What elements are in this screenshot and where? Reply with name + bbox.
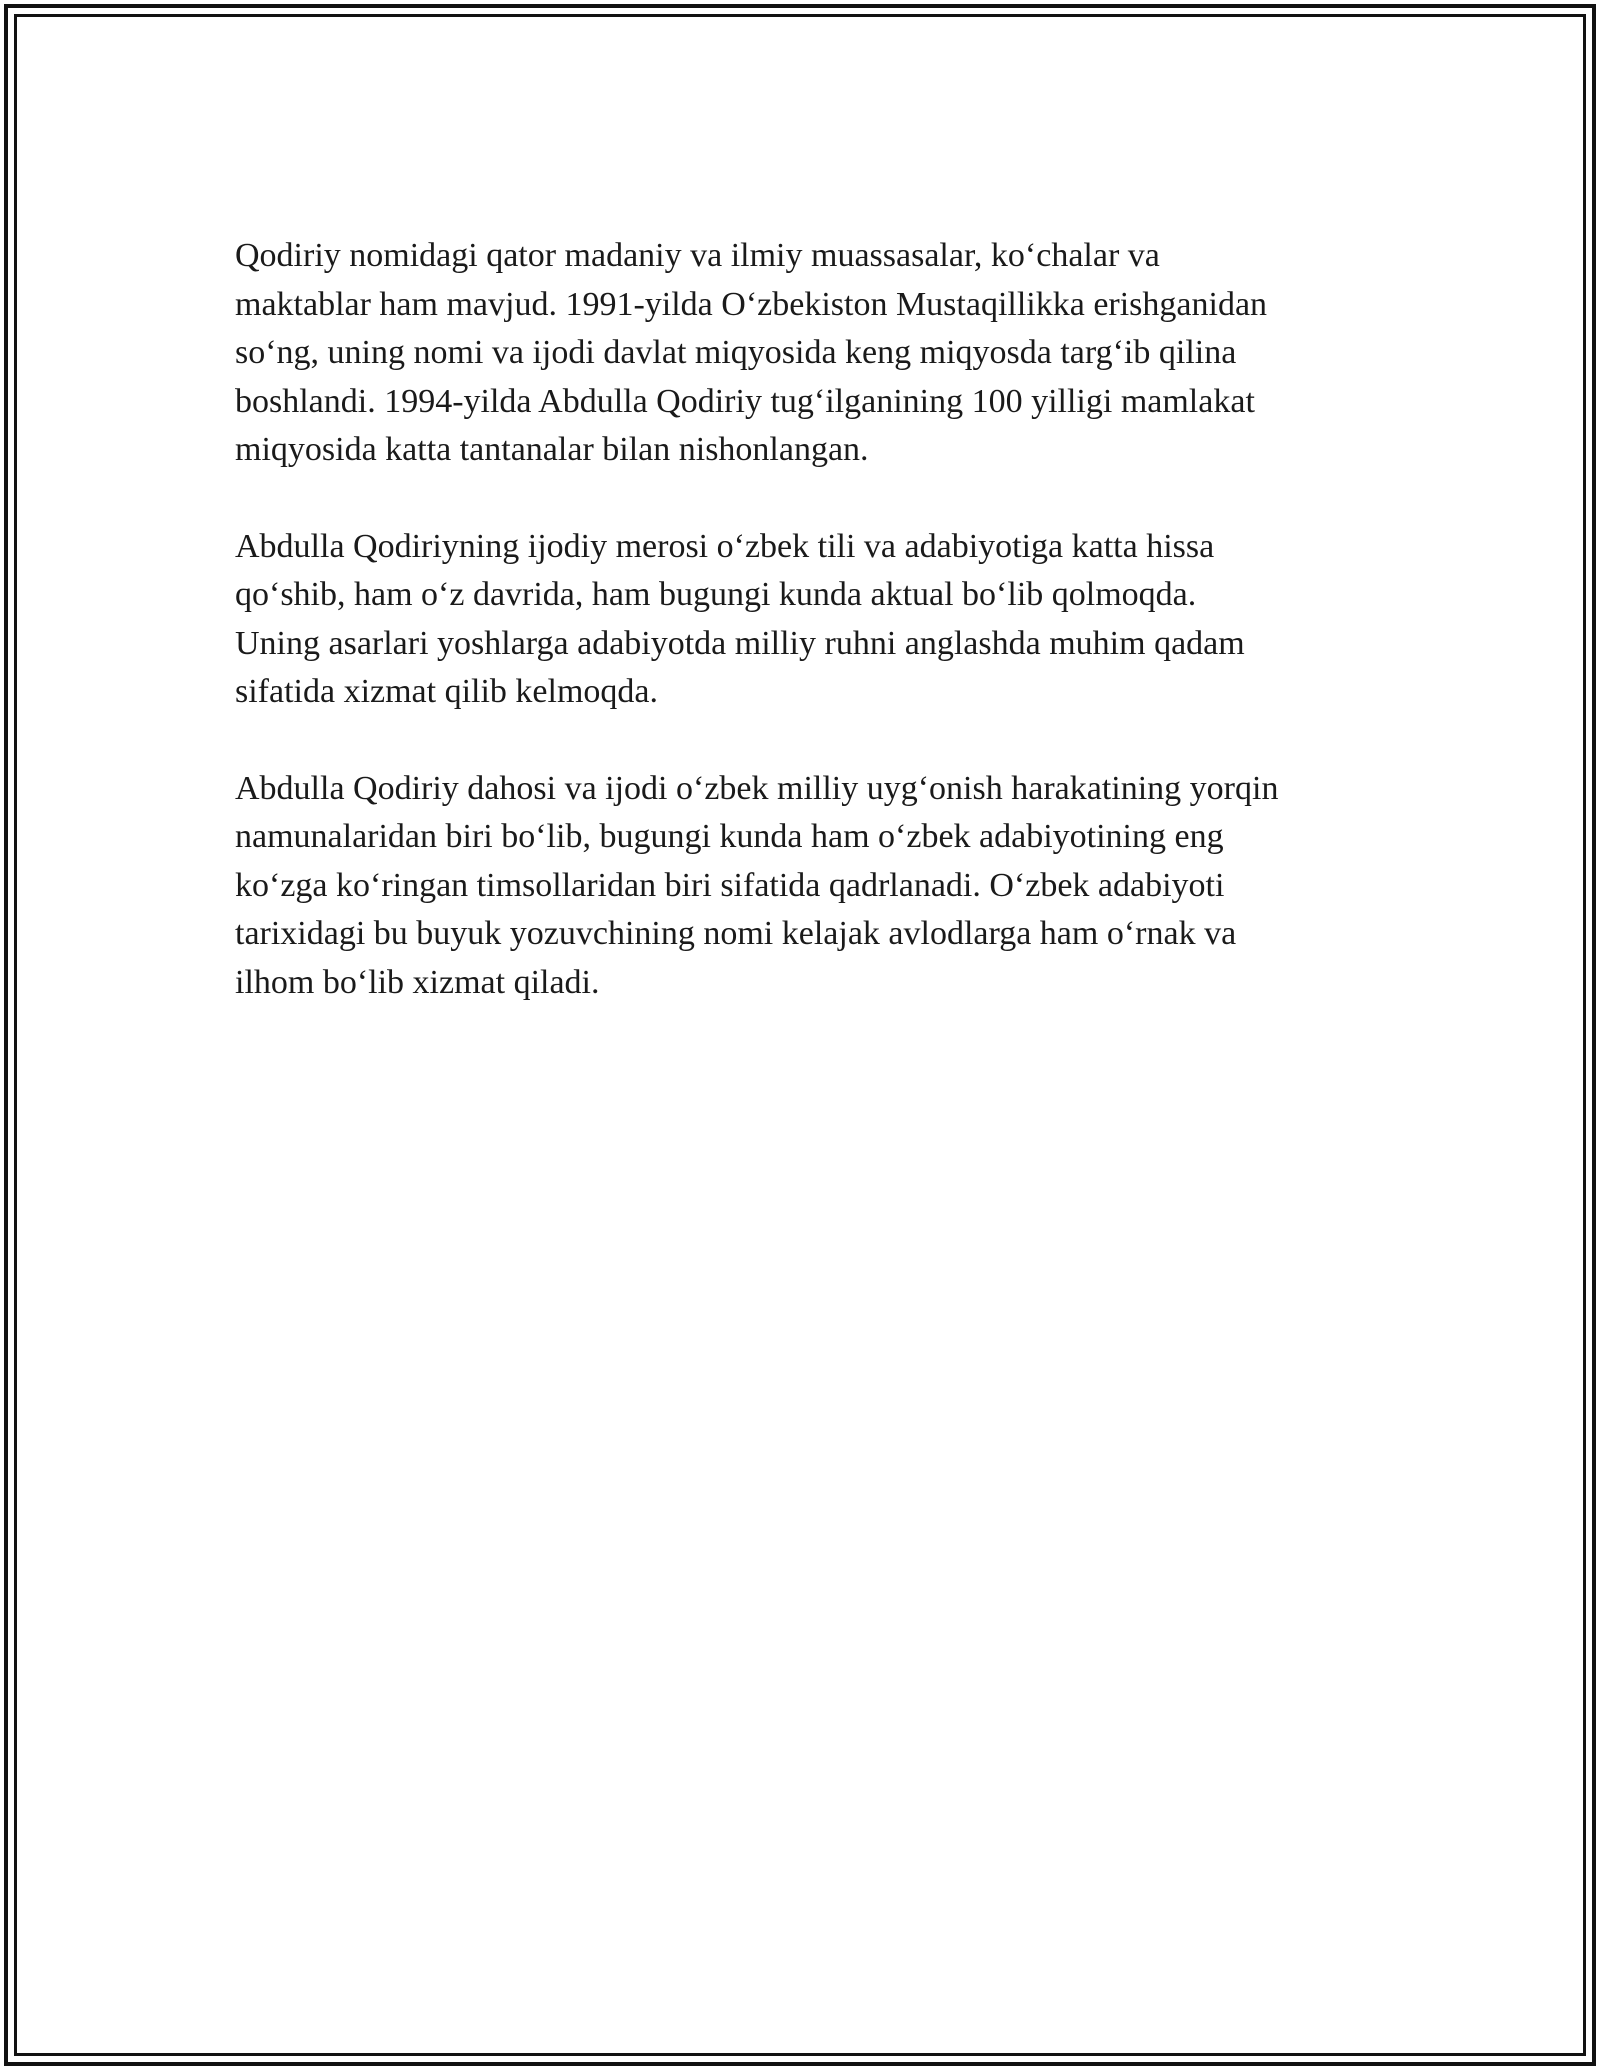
text-line: Qodiriy nomidagi qator madaniy va ilmiy muassasalar, ko‘chalar va bbox=[235, 237, 1160, 274]
text-line: Uning asarlari yoshlarga adabiyotda milliy ruhni anglashda muhim qadam bbox=[235, 624, 1245, 662]
text-line: so‘ng, uning nomi va ijodi davlat miqyosida keng miqyosda targ‘ib qilina bbox=[235, 334, 1237, 371]
paragraph-3 bbox=[235, 765, 1385, 1008]
text-line: Abdulla Qodiriyning ijodiy merosi o‘zbek tili va adabiyotiga katta hissa bbox=[235, 527, 1215, 565]
text-line: qo‘shib, ham o‘z davrida, ham bugungi kunda aktual bo‘lib qolmoqda. bbox=[235, 576, 1197, 613]
text-line: tarixidagi bu buyuk yozuvchining nomi kelajak avlodlarga ham o‘rnak va bbox=[235, 915, 1237, 952]
text-line: boshlandi. 1994-yilda Abdulla Qodiriy tug‘ilganining 100 yilligi mamlakat bbox=[235, 382, 1255, 420]
text-line: Abdulla Qodiriy dahosi va ijodi o‘zbek milliy uyg‘onish harakatining yorqin bbox=[235, 769, 1279, 807]
text-line: ko‘zga ko‘ringan timsollaridan biri sifatida qadrlanadi. O‘zbek adabiyoti bbox=[235, 866, 1225, 904]
paragraph-2 bbox=[235, 523, 1385, 717]
paragraph-1 bbox=[235, 232, 1385, 475]
text-line: namunalaridan biri bo‘lib, bugungi kunda ham o‘zbek adabiyotining eng bbox=[235, 818, 1224, 855]
text-line: miqyosida katta tantanalar bilan nishonlangan. bbox=[235, 431, 869, 468]
text-line: ilhom bo‘lib xizmat qiladi. bbox=[235, 963, 600, 1001]
text-line: sifatida xizmat qilib kelmoqda. bbox=[235, 673, 659, 710]
document-body bbox=[235, 232, 1385, 1055]
text-line: maktablar ham mavjud. 1991-yilda O‘zbekiston Mustaqillikka erishganidan bbox=[235, 285, 1268, 323]
